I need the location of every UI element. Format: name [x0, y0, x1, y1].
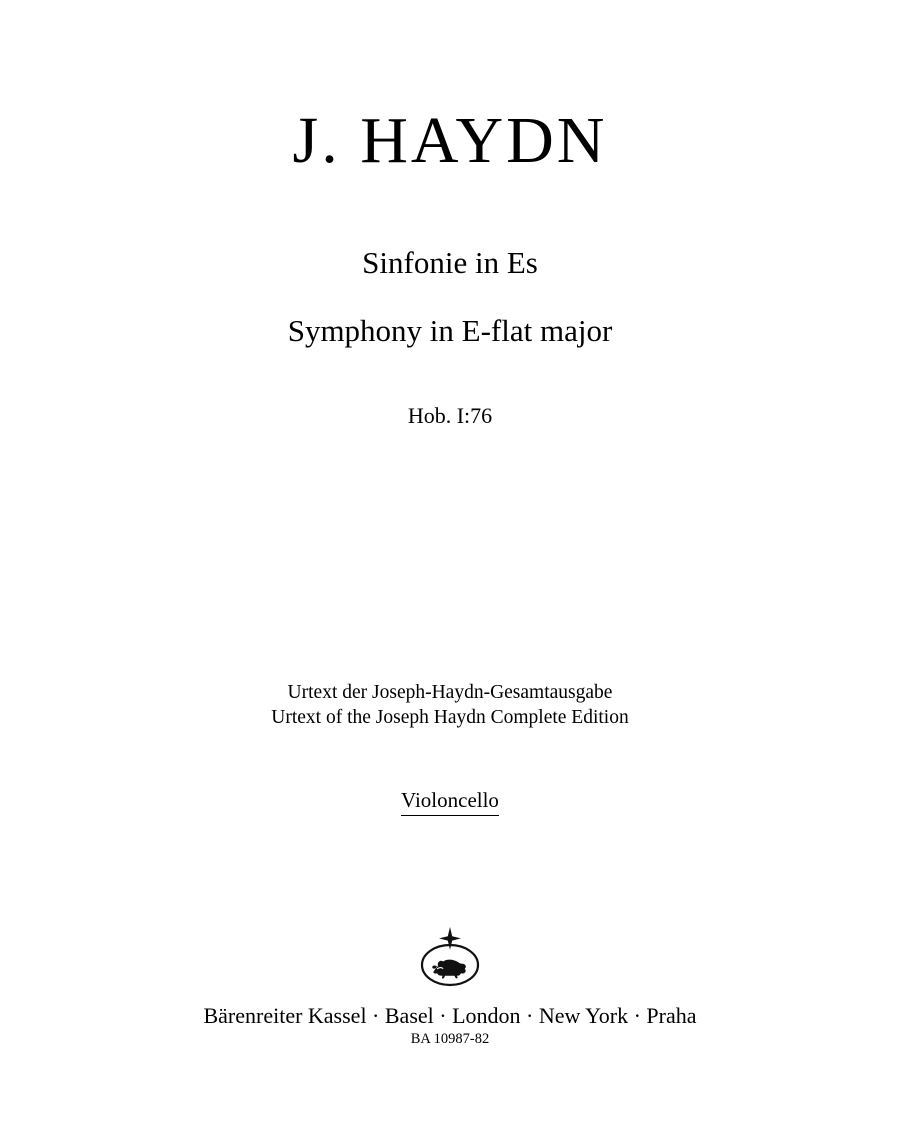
urtext-statement — [0, 681, 900, 731]
work-title-german: Sinfonie in Es — [362, 245, 538, 280]
part-name-label: Violoncello — [401, 788, 499, 816]
publisher-imprint: Bärenreiter Kassel · Basel · London · New York · Praha — [203, 1003, 697, 1028]
plate-number: BA 10987-82 — [410, 1031, 490, 1047]
part-designation — [0, 788, 900, 816]
urtext-line-german: Urtext der Joseph-Haydn-Gesamtausgabe — [287, 682, 613, 703]
barenreiter-bear-logo-icon — [407, 925, 493, 987]
composer-name: J. HAYDN — [292, 104, 608, 177]
work-title-english: Symphony in E-flat major — [287, 313, 613, 348]
publisher-logo — [0, 925, 900, 992]
catalogue-number: Hob. I:76 — [407, 403, 493, 428]
urtext-line-english: Urtext of the Joseph Haydn Complete Edition — [271, 706, 629, 728]
